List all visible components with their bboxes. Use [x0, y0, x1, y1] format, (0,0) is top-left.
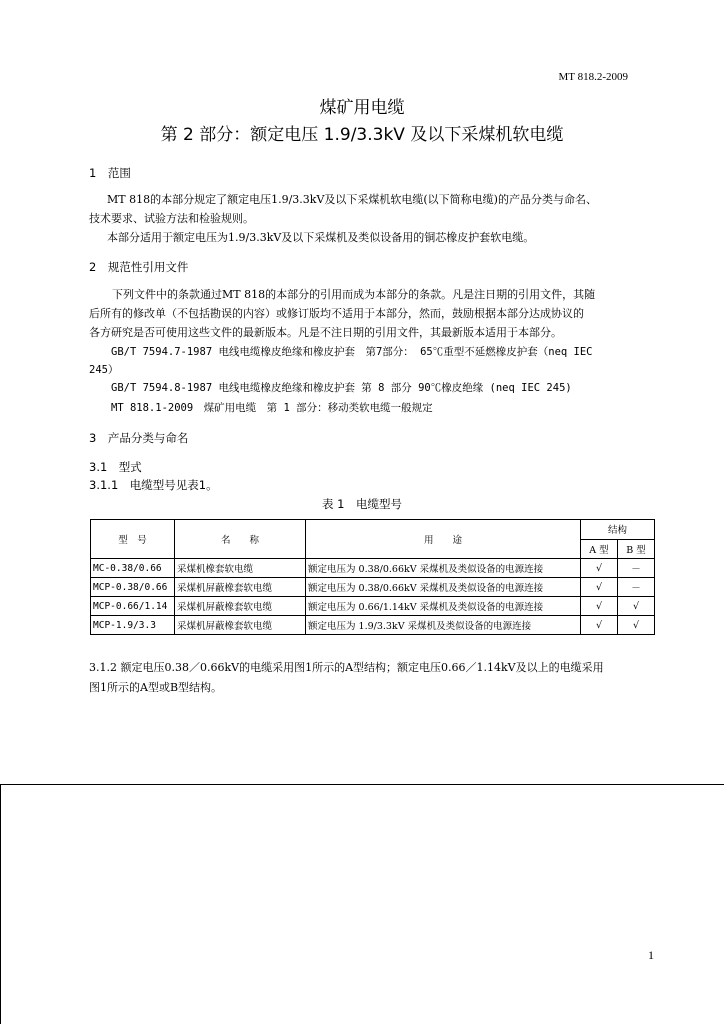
table-header-row [91, 520, 655, 540]
s1-paragraph-2: 本部分适用于额定电压为1.9/3.3kV及以下采煤机及类似设备用的铜芯橡皮护套软电缆。 [107, 231, 535, 244]
s2-paragraph-line-2: 后所有的修改单（不包括勘误的内容）或修订版均不适用于本部分，然而，鼓励根据本部分达成协议的 [89, 307, 584, 320]
cell-model: MCP-0.38/0.66 [91, 578, 175, 597]
table-row [91, 616, 655, 635]
reference-2: GB/T 7594.8-1987 电线电缆橡皮绝缘和橡皮护套 第 8 部分 90℃橡皮绝缘 (neq IEC 245) [111, 382, 572, 394]
cell-name: 采煤机屏蔽橡套软电缆 [175, 597, 306, 616]
cell-type-a: √ [581, 559, 618, 578]
cell-type-b: － [618, 578, 655, 597]
cell-use: 额定电压为 0.38/0.66kV 采煤机及类似设备的电源连接 [306, 559, 581, 578]
cell-type-a: √ [581, 597, 618, 616]
cell-type-b: √ [618, 616, 655, 635]
s1-paragraph-1-line-1: MT 818的本部分规定了额定电压1.9/3.3kV及以下采煤机软电缆(以下简称电缆)的产品分类与命名、 [107, 193, 597, 206]
section-3-1-heading: 3.1 型式 [89, 460, 142, 474]
header-use: 用 途 [306, 520, 581, 559]
header-type-b: B 型 [618, 539, 655, 559]
header-type-a: A 型 [581, 539, 618, 559]
section-2-heading: 2 规范性引用文件 [89, 260, 189, 274]
standard-number: MT 818.2-2009 [558, 71, 628, 83]
header-structure: 结构 [581, 520, 655, 540]
cell-use: 额定电压为 0.38/0.66kV 采煤机及类似设备的电源连接 [306, 578, 581, 597]
document-title: 煤矿用电缆 [319, 98, 405, 118]
reference-3: MT 818.1-2009 煤矿用电缆 第 1 部分：移动类软电缆一般规定 [111, 402, 433, 414]
cell-type-b: － [618, 559, 655, 578]
cell-type-a: √ [581, 578, 618, 597]
header-name: 名 称 [175, 520, 306, 559]
s1-paragraph-1-line-2: 技术要求、试验方法和检验规则。 [89, 212, 254, 225]
cell-name: 采煤机橡套软电缆 [175, 559, 306, 578]
page-number: 1 [648, 948, 654, 962]
clause-3-1-1: 3.1.1 电缆型号见表1。 [89, 478, 218, 492]
clause-3-1-2-line-1: 3.1.2 额定电压0.38／0.66kV的电缆采用图1所示的A型结构；额定电压0.66／1.14kV及以上的电缆采用 [89, 661, 604, 674]
figure-area-border [0, 784, 724, 785]
cell-use: 额定电压为 1.9/3.3kV 采煤机及类似设备的电源连接 [306, 616, 581, 635]
cell-model: MCP-1.9/3.3 [91, 616, 175, 635]
cell-model: MCP-0.66/1.14 [91, 597, 175, 616]
document-subtitle: 第 2 部分：额定电压 1.9/3.3kV 及以下采煤机软电缆 [160, 125, 564, 145]
cable-model-table [90, 519, 655, 635]
reference-1-line-2: 245） [89, 364, 119, 376]
table-caption: 表 1 电缆型号 [322, 497, 402, 511]
cell-name: 采煤机屏蔽橡套软电缆 [175, 578, 306, 597]
section-3-heading: 3 产品分类与命名 [89, 431, 189, 445]
cell-use: 额定电压为 0.66/1.14kV 采煤机及类似设备的电源连接 [306, 597, 581, 616]
cell-type-a: √ [581, 616, 618, 635]
s2-paragraph-line-1: 下列文件中的条款通过MT 818的本部分的引用而成为本部分的条款。凡是注日期的引用文件，其随 [112, 288, 596, 301]
header-model: 型 号 [91, 520, 175, 559]
cell-name: 采煤机屏蔽橡套软电缆 [175, 616, 306, 635]
reference-1-line-1: GB/T 7594.7-1987 电线电缆橡皮绝缘和橡皮护套 第7部分： 65℃重型不延燃橡皮护套（neq IEC [111, 346, 593, 358]
table-row [91, 597, 655, 616]
clause-3-1-2-line-2: 图1所示的A型或B型结构。 [89, 681, 223, 694]
s2-paragraph-line-3: 各方研究是否可使用这些文件的最新版本。凡是不注日期的引用文件，其最新版本适用于本部分。 [89, 326, 562, 339]
table-row [91, 578, 655, 597]
section-1-heading: 1 范围 [89, 166, 131, 180]
table-row [91, 559, 655, 578]
cell-type-b: √ [618, 597, 655, 616]
figure-area-left-border [0, 784, 1, 1024]
cell-model: MC-0.38/0.66 [91, 559, 175, 578]
